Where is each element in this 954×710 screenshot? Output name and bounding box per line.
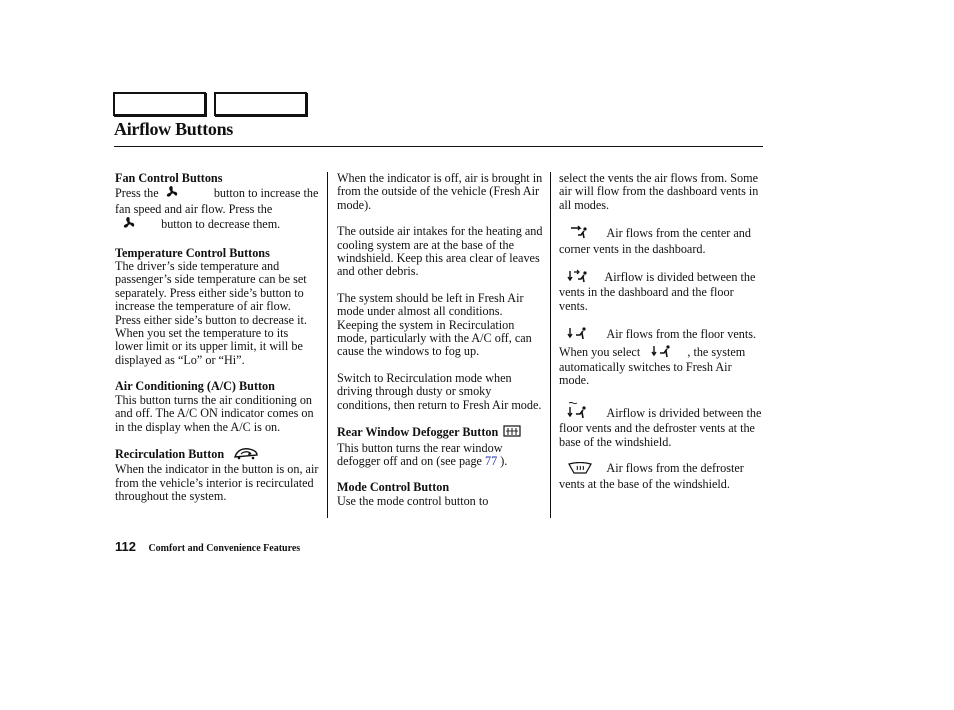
fan-text bbox=[115, 185, 319, 233]
fan-text-2: button to increase bbox=[213, 186, 301, 201]
defrost-icon bbox=[567, 462, 593, 477]
column-divider-2 bbox=[550, 172, 551, 518]
column-divider-1 bbox=[327, 172, 328, 518]
dash-vent-icon bbox=[569, 225, 589, 242]
fresh-air-mode-text: The system should be left in Fresh Air mode under almost all conditions. Keeping the system in Recirculation mode, particularly with the A/C off, can cause the windows to fog up. bbox=[337, 290, 532, 359]
fan-text-4: button to decrease them. bbox=[161, 217, 281, 232]
fan-heading: Fan Control Buttons bbox=[115, 171, 223, 185]
temp-heading: Temperature Control Buttons bbox=[115, 245, 270, 260]
header-tab-2 bbox=[214, 92, 307, 116]
mode-floor-defrost-text: Airflow is drivided between the floor vents and the defroster vents at the base of the windshield. bbox=[559, 401, 763, 449]
defog-text: This button turns the rear window defogger off and on (see page 77 ). bbox=[337, 440, 508, 468]
bi-level-icon bbox=[567, 269, 589, 286]
floor-defrost-icon bbox=[567, 401, 589, 422]
page-reference-link[interactable]: 77 bbox=[485, 453, 498, 468]
fan-icon bbox=[121, 216, 137, 233]
mode-text: Use the mode control button to bbox=[337, 493, 489, 508]
vents-text: select the vents the air flows from. Some air will flow from the dashboard vents in all modes. bbox=[559, 171, 759, 212]
fan-text-3: the fan speed and air flow. Press the bbox=[115, 186, 319, 216]
recirc-text: When the indicator in the button is on, air from the vehicle’s interior is recirculated throughout the system. bbox=[115, 462, 319, 504]
fan-text-1: Press the bbox=[115, 186, 159, 201]
mode-heading: Mode Control Button bbox=[337, 480, 450, 495]
title-rule bbox=[114, 146, 763, 147]
mode-floor-text: Air flows from the floor vents. When you select , the system automatically switches to Fresh Air mode. bbox=[559, 327, 757, 388]
page-footer bbox=[115, 538, 300, 556]
defog-heading: Rear Window Defogger Button bbox=[337, 425, 543, 441]
recirculation-icon bbox=[233, 447, 259, 463]
recirc-heading: Recirculation Button bbox=[115, 447, 319, 463]
mode-bilevel-text: Airflow is divided between the vents in the dashboard and the floor vents. bbox=[559, 270, 756, 313]
temp-text: The driver’s side temperature and passenger’s side temperature can be set separately. Press either side’s button to increase the temperature of air flow. Press either side’s button to decrease it. When you set the temperature to its lower limit or its upper limit, it will be displayed as “Lo” or “Hi”. bbox=[115, 259, 307, 367]
air-intake-text: The outside air intakes for the heating and cooling system are at the base of the windshield. Keep this area clear of leaves and other debris. bbox=[337, 224, 543, 279]
fan-icon bbox=[164, 185, 180, 202]
column-1 bbox=[115, 172, 319, 504]
column-3 bbox=[559, 172, 763, 491]
mode-dash-text: Air flows from the center and corner vents in the dashboard. bbox=[559, 226, 751, 256]
page-title: Airflow Buttons bbox=[114, 119, 234, 139]
mode-defrost-text: Air flows from the defroster vents at the base of the windshield. bbox=[559, 461, 744, 491]
ac-heading: Air Conditioning (A/C) Button bbox=[115, 379, 275, 394]
rear-defogger-icon bbox=[503, 425, 521, 441]
section-name: Comfort and Convenience Features bbox=[148, 543, 301, 554]
header-tab-1 bbox=[113, 92, 206, 116]
column-2 bbox=[337, 172, 543, 508]
ac-text: This button turns the air conditioning on and off. The A/C ON indicator comes on in the display when the A/C is on. bbox=[115, 392, 314, 434]
fresh-air-text: When the indicator is off, air is brought in from the outside of the vehicle (Fresh Air mode). bbox=[337, 171, 543, 212]
recirc-mode-text: Switch to Recirculation mode when driving through dusty or smoky conditions, then return to Fresh Air mode. bbox=[337, 370, 542, 412]
floor-icon bbox=[567, 326, 589, 343]
floor-defrost-icon bbox=[651, 344, 673, 361]
page-number: 112 bbox=[115, 539, 136, 554]
